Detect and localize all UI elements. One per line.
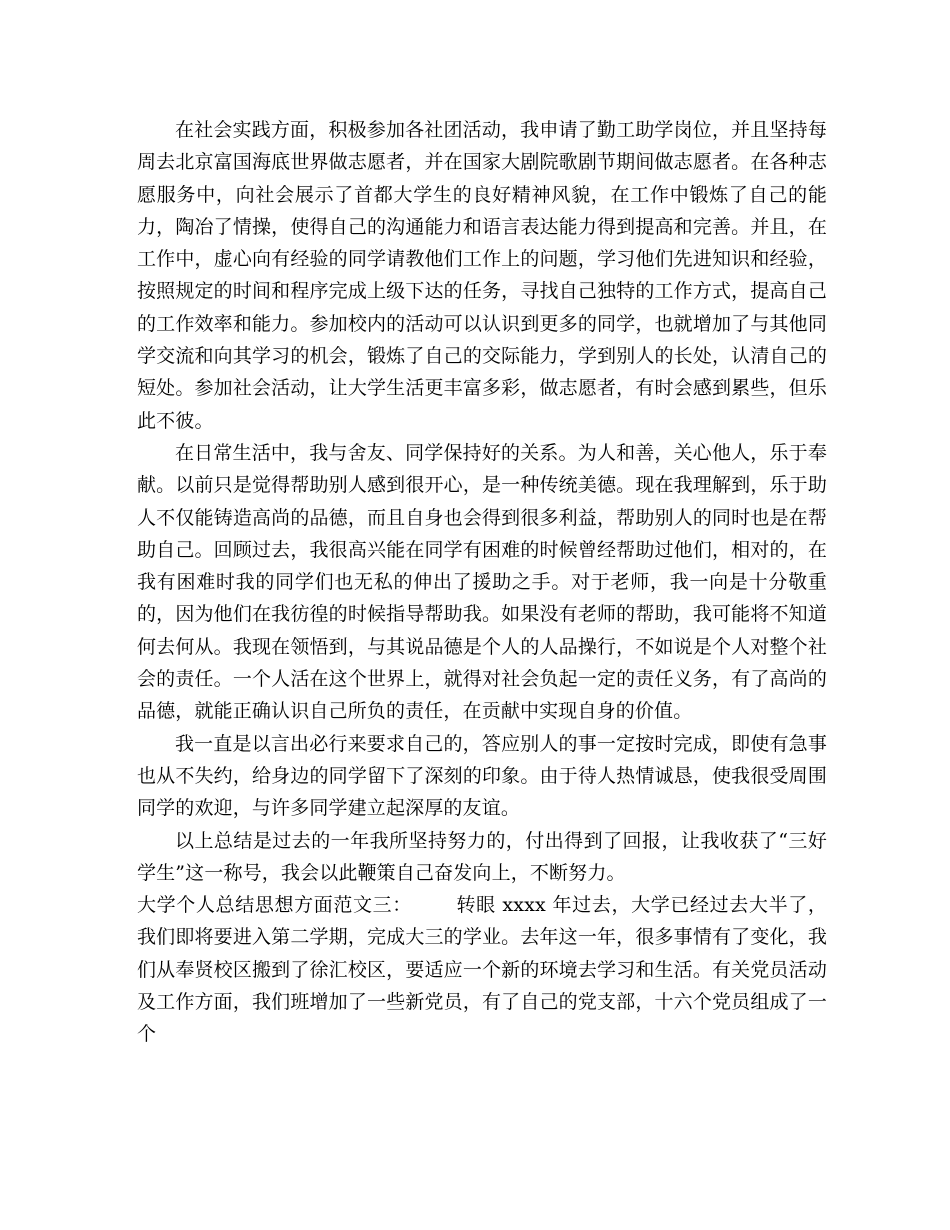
paragraph-daily-life: 在日常生活中，我与舍友、同学保持好的关系。为人和善，关心他人，乐于奉献。以前只是觉得帮助别人感到很开心，是一种传统美德。现在我理解到，乐于助人不仅能铸造高尚的品德，而且自身也会得到很多利益，帮助别人的同时也是在帮助自己。回顾过去，我很高兴能在同学有困难的时候曾经帮助过他们，相对的，在我有困难时我的同学们也无私的伸出了援助之手。对于老师，我一向是十分敬重的，因为他们在我彷徨的时候指导帮助我。如果没有老师的帮助，我可能将不知道何去何从。我现在领悟到，与其说品德是个人的人品操行，不如说是个人对整个社会的责任。一个人活在这个世界上，就得对社会负起一定的责任义务，有了高尚的品德，就能正确认识自己所负的责任，在贡献中实现自身的价值。 (137, 441, 827, 723)
paragraph-social-practice: 在社会实践方面，积极参加各社团活动，我申请了勤工助学岗位，并且坚持每周去北京富国海底世界做志愿者，并在国家大剧院歌剧节期间做志愿者。在各种志愿服务中，向社会展示了首都大学生的良好精神风貌，在工作中锻炼了自己的能力，陶冶了情操，使得自己的沟通能力和语言表达能力得到提高和完善。并且，在工作中，虚心向有经验的同学请教他们工作上的问题，学习他们先进知识和经验，按照规定的时间和程序完成上级下达的任务，寻找自己独特的工作方式，提高自己的工作效率和能力。参加校内的活动可以认识到更多的同学，也就增加了与其他同学交流和向其学习的机会，锻炼了自己的交际能力，学到别人的长处，认清自己的短处。参加社会活动，让大学生活更丰富多彩，做志愿者，有时会感到累些，但乐此不彼。 (137, 119, 827, 432)
paragraph-summary: 以上总结是过去的一年我所坚持努力的，付出得到了回报，让我收获了“三好学生”这一称号，我会以此鞭策自己奋发向上，不断努力。 (137, 829, 827, 884)
sample-three-heading: 大学个人总结思想方面范文三： (137, 894, 412, 917)
paragraph-keeping-promises: 我一直是以言出必行来要求自己的，答应别人的事一定按时完成，即使有急事也从不失约，给身边的同学留下了深刻的印象。由于待人热情诚恳，使我很受周围同学的欢迎，与许多同学建立起深厚的友谊。 (137, 732, 827, 820)
document-body (137, 114, 827, 1051)
sample-three-text: 转眼 xxxx 年过去，大学已经过去大半了，我们即将要进入第二学期，完成大三的学业。去年这一年，很多事情有了变化，我们从奉贤校区搬到了徐汇校区，要适应一个新的环境去学习和生活。有关党员活动及工作方面，我们班增加了一些新党员，有了自己的党支部，十六个党员组成了一个 (137, 894, 827, 1046)
paragraph-sample-three (137, 889, 827, 1050)
